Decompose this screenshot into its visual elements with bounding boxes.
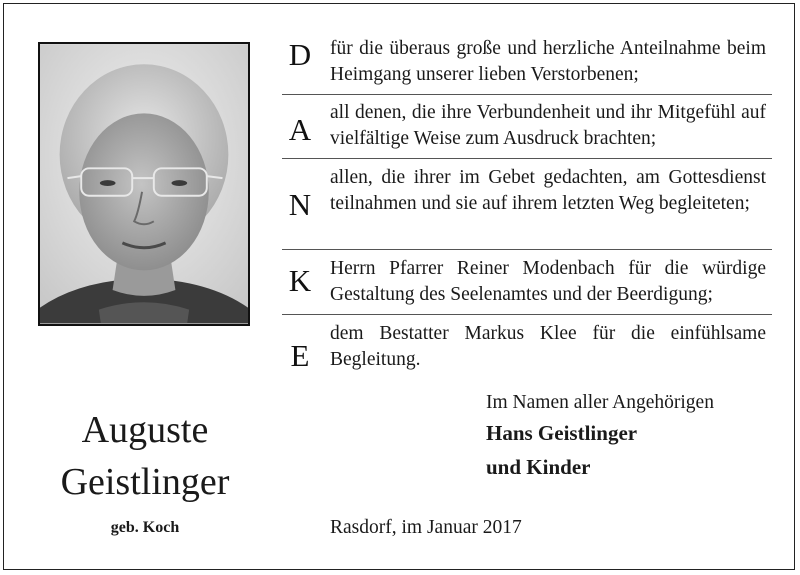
signature-name: Hans Geistlinger <box>486 421 638 445</box>
divider-line <box>282 249 772 250</box>
thanks-letter-k: K <box>288 263 312 298</box>
thanks-letter-n: N <box>288 187 312 222</box>
thanks-paragraph-1: für die überaus große und herzliche Anteilnahme beim Heimgang unserer lieben Verstorbenen; <box>330 38 766 85</box>
thanks-paragraph-5: dem Bestatter Markus Klee für die einfühlsame Begleitung. <box>330 323 766 370</box>
divider-line <box>282 314 772 315</box>
thanks-letter-e: E <box>290 338 310 373</box>
thanks-letter-d: D <box>288 37 312 72</box>
thanks-paragraph-4: Herrn Pfarrer Reiner Modenbach für die würdige Gestaltung des Seelenamtes und der Beerdigung; <box>330 258 766 305</box>
portrait-image <box>40 44 248 324</box>
place-date: Rasdorf, im Januar 2017 <box>330 517 522 538</box>
deceased-last-name: Geistlinger <box>60 461 230 503</box>
thanks-letter-a: A <box>288 112 312 147</box>
thanks-paragraph-2: all denen, die ihre Verbundenheit und ihr Mitgefühl auf vielfältige Weise zum Ausdruck brachten; <box>330 102 766 149</box>
signature-family: und Kinder <box>486 455 591 479</box>
maiden-name: geb. Koch <box>110 519 180 536</box>
deceased-first-name: Auguste <box>81 409 209 451</box>
thanks-paragraph-3: allen, die ihrer im Gebet gedachten, am Gottesdienst teilnahmen und sie auf ihrem letzten Weg begleiteten; <box>330 167 766 214</box>
signature-intro: Im Namen aller Angehörigen <box>486 392 714 413</box>
divider-line <box>282 158 772 159</box>
portrait-photo <box>38 42 250 326</box>
divider-line <box>282 94 772 95</box>
